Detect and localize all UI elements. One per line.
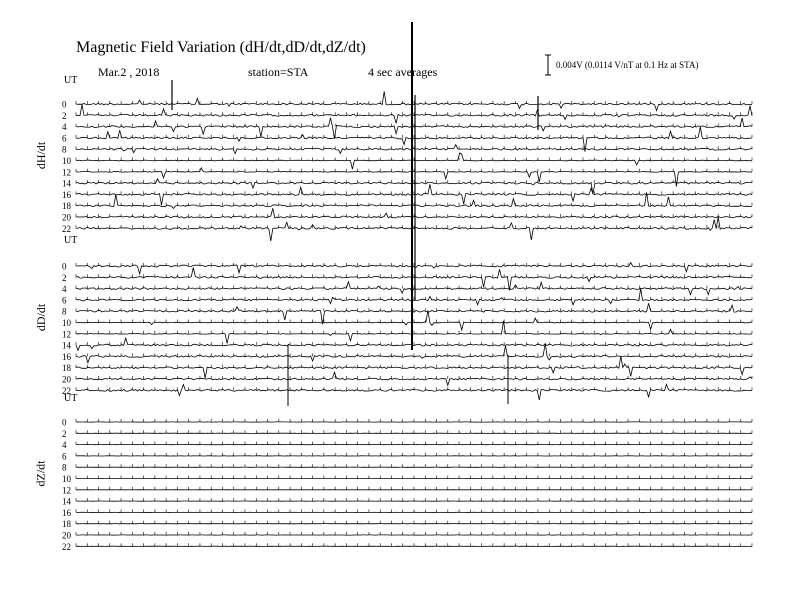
date-label: Mar.2 , 2018 <box>98 65 160 79</box>
averaging-label: 4 sec averages <box>368 65 438 79</box>
ut-label-dh: UT <box>64 75 78 86</box>
chart-title: Magnetic Field Variation (dH/dt,dD/dt,dZ/dt) <box>76 39 366 56</box>
row-label: 8 <box>62 462 67 473</box>
row-label: 22 <box>62 223 71 234</box>
row-label: 14 <box>62 496 71 507</box>
row-label: 16 <box>62 507 71 518</box>
trace-line <box>76 217 752 241</box>
row-label: 16 <box>62 351 71 362</box>
row-label: 4 <box>62 122 67 133</box>
row-label: 20 <box>62 212 71 223</box>
row-label: 2 <box>62 110 67 121</box>
panel-label-dz: dZ/dt <box>33 460 48 487</box>
row-label: 18 <box>62 363 71 374</box>
row-label: 14 <box>62 340 71 351</box>
row-label: 20 <box>62 530 71 541</box>
row-label: 2 <box>62 272 67 283</box>
row-label: 4 <box>62 284 67 295</box>
row-label: 12 <box>62 167 71 178</box>
row-label: 0 <box>62 417 67 428</box>
row-label: 18 <box>62 519 71 530</box>
trace-line <box>76 289 752 305</box>
trace-line <box>76 184 752 205</box>
row-label: 10 <box>62 474 71 484</box>
row-label: 2 <box>62 428 67 439</box>
row-label: 10 <box>62 156 71 166</box>
row-label: 18 <box>62 201 71 212</box>
row-label: 0 <box>62 99 67 110</box>
row-label: 10 <box>62 318 71 328</box>
row-label: 16 <box>62 189 71 200</box>
trace-line <box>76 384 752 400</box>
row-label: 12 <box>62 485 71 496</box>
panel-label-dh: dH/dt <box>34 141 49 170</box>
row-label: 0 <box>62 261 67 272</box>
row-label: 14 <box>62 178 71 189</box>
panel-label-dd: dD/dt <box>34 303 49 332</box>
row-label: 8 <box>62 144 67 155</box>
trace-line <box>76 153 752 169</box>
scale-note: 0.004V (0.0114 V/nT at 0.1 Hz at STA) <box>556 60 699 70</box>
row-label: 6 <box>62 295 67 306</box>
row-label: 6 <box>62 133 67 144</box>
ut-label-dd: UT <box>64 235 78 246</box>
row-label: 8 <box>62 306 67 317</box>
row-label: 22 <box>62 541 71 552</box>
row-label: 6 <box>62 451 67 462</box>
ut-label-dz: UT <box>64 393 78 404</box>
row-label: 20 <box>62 374 71 385</box>
row-label: 4 <box>62 440 67 451</box>
row-label: 12 <box>62 329 71 340</box>
row-label: 22 <box>62 385 71 396</box>
station-label: station=STA <box>248 65 309 79</box>
